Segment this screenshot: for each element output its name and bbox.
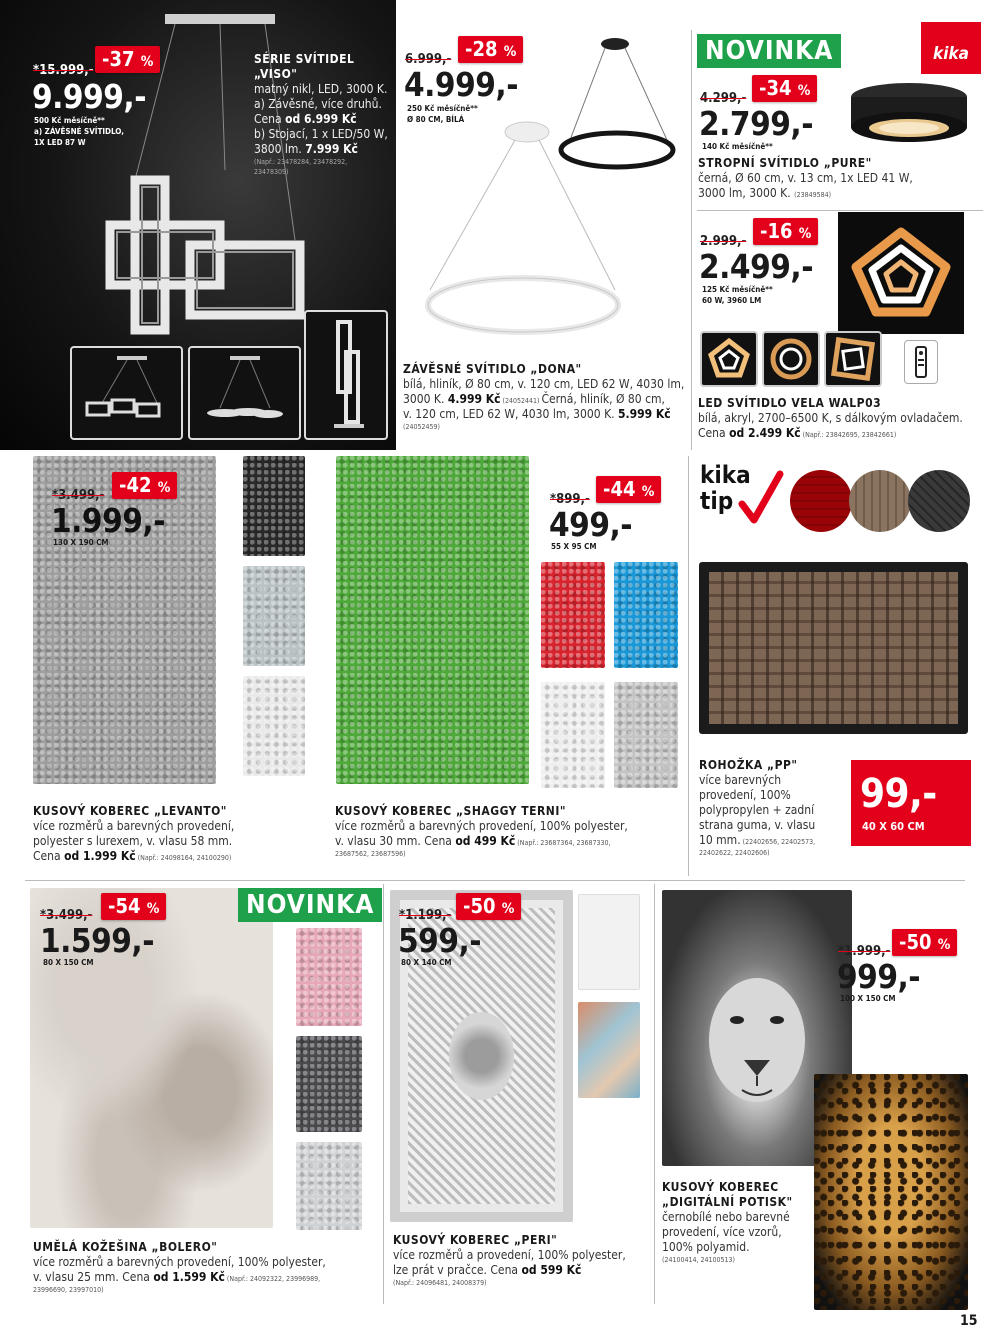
walp03-meta xyxy=(702,284,773,306)
dona-discount: -28 xyxy=(465,37,498,61)
levanto-discount-badge xyxy=(112,472,177,499)
divider-pure-walp xyxy=(697,210,983,211)
viso-old-price: *15.999,- xyxy=(33,63,94,78)
viso-desc-3 xyxy=(254,112,394,127)
dona-monthly: 250 Kč měsíčně** xyxy=(407,104,478,113)
viso-desc-2: a) Závěsné, více druhů. xyxy=(254,97,382,111)
rohozka-codes-2: 22402622, 22402606) xyxy=(699,849,770,857)
shaggy-discount-pct: % xyxy=(641,484,655,500)
dona-title: ZÁVĚSNÉ SVÍTIDLO „DONA" xyxy=(403,362,582,376)
bolero-desc-1: více rozměrů a barevných provedení, 100% polyester, xyxy=(33,1255,326,1269)
viso-discount-badge xyxy=(95,46,160,73)
pure-discount-badge xyxy=(752,75,817,102)
walp03-variant-1 xyxy=(700,331,758,387)
walp03-desc-1: bílá, akryl, 2700–6500 K, s dálkovým ovladačem. xyxy=(698,411,963,425)
levanto-description-block xyxy=(33,804,323,864)
dona-desc-1: bílá, hliník, Ø 80 cm, v. 120 cm, LED 62 W, 4030 lm, xyxy=(403,377,685,391)
viso-title: SÉRIE SVÍTIDEL „VISO" xyxy=(254,52,355,81)
dona-discount-pct: % xyxy=(503,44,517,60)
levanto-discount: -42 xyxy=(119,473,152,497)
dona-desc-2-post: Černá, hliník, Ø 80 cm, xyxy=(541,392,665,406)
dona-desc-3-bold: 5.999 Kč xyxy=(618,407,671,421)
potisk-discount: -50 xyxy=(899,930,932,954)
dona-size: Ø 80 CM, BÍLÁ xyxy=(407,115,465,124)
remote-control-icon xyxy=(904,340,938,384)
rohozka-title: ROHOŽKA „PP" xyxy=(699,758,798,772)
shaggy-desc-2-bold: od 499 Kč xyxy=(455,834,516,848)
shaggy-size: 55 X 95 CM xyxy=(551,542,597,551)
potisk-title-2: „DIGITÁLNÍ POTISK" xyxy=(662,1195,793,1209)
levanto-desc-3 xyxy=(33,849,323,864)
rohozka-swatch-brown xyxy=(849,470,911,532)
levanto-title: KUSOVÝ KOBEREC „LEVANTO" xyxy=(33,804,227,818)
shaggy-swatch-grey xyxy=(614,682,678,788)
shaggy-discount: -44 xyxy=(603,477,636,501)
rohozka-price: 99,- xyxy=(860,771,937,817)
bolero-swatch-pink xyxy=(296,928,362,1026)
potisk-desc-3: 100% polyamid. xyxy=(662,1240,750,1254)
bolero-novinka-badge: NOVINKA xyxy=(238,888,382,922)
viso-desc-3-pre: Cena xyxy=(254,112,286,126)
walp03-main-image xyxy=(838,212,964,334)
rohozka-mat-image xyxy=(699,562,968,734)
peri-old-price: *1.199,- xyxy=(399,908,452,923)
viso-variant-note-2: 1X LED 87 W xyxy=(34,138,86,147)
viso-price: 9.999,- xyxy=(32,77,147,116)
divider-row3 xyxy=(25,880,965,881)
kika-logo xyxy=(921,22,981,74)
walp03-desc-2 xyxy=(698,426,986,441)
potisk-title-1: KUSOVÝ KOBEREC xyxy=(662,1180,779,1194)
dona-codes: (24052459) xyxy=(403,423,440,431)
walp03-desc-2-bold: od 2.499 Kč xyxy=(729,426,801,440)
levanto-desc-3-bold: od 1.999 Kč xyxy=(64,849,136,863)
bolero-discount: -54 xyxy=(108,894,141,918)
dona-discount-badge xyxy=(458,36,523,63)
levanto-codes: (Např.: 24098164, 24100290) xyxy=(135,854,232,862)
shaggy-swatch-white xyxy=(541,682,605,788)
shaggy-discount-badge xyxy=(596,476,661,503)
levanto-size: 130 X 190 CM xyxy=(53,538,109,547)
peri-desc-2-bold: od 599 Kč xyxy=(521,1263,582,1277)
rohozka-desc-5 xyxy=(699,833,849,848)
viso-desc-1: matný nikl, LED, 3000 K. xyxy=(254,82,388,96)
shaggy-swatch-blue xyxy=(614,562,678,668)
kika-tip-line1: kika xyxy=(700,461,751,489)
walp03-desc-2-pre: Cena xyxy=(698,426,730,440)
peri-desc-2 xyxy=(393,1263,655,1278)
shaggy-old-price: *899,- xyxy=(550,492,590,507)
pure-old-price: 4.299,- xyxy=(700,91,747,106)
dona-old-price: 6.999,- xyxy=(405,52,452,67)
bolero-codes-1: (Např.: 24092322, 23996989, xyxy=(224,1275,321,1283)
shaggy-title: KUSOVÝ KOBEREC „SHAGGY TERNI" xyxy=(335,804,566,818)
pure-codes: (23849584) xyxy=(794,191,832,199)
bolero-discount-badge xyxy=(101,893,166,920)
walp03-variant-2 xyxy=(762,331,820,387)
viso-meta xyxy=(34,115,124,148)
shaggy-description-block xyxy=(335,804,685,859)
pure-desc-1: černá, Ø 60 cm, v. 13 cm, 1x LED 41 W, xyxy=(698,171,913,185)
kika-logo-text: kika xyxy=(933,44,969,64)
walp03-price: 2.499,- xyxy=(699,247,814,286)
potisk-description-block xyxy=(662,1180,812,1265)
peri-swatch-colored xyxy=(578,1002,640,1098)
pure-lamp-image xyxy=(842,75,977,155)
divider-row3-b xyxy=(654,884,655,1304)
divider-row3-a xyxy=(383,884,384,1304)
rohozka-swatch-dark xyxy=(908,470,970,532)
peri-codes: (Např.: 24096481, 24008379) xyxy=(393,1279,487,1287)
walp03-discount-pct: % xyxy=(798,226,812,242)
rohozka-desc-2: provedení, 100% xyxy=(699,788,791,802)
peri-desc-2-pre: lze prát v pračce. Cena xyxy=(393,1263,522,1277)
pure-desc-2-text: 3000 lm, 3000 K. xyxy=(698,186,791,200)
bolero-swatch-dark xyxy=(296,1036,362,1132)
levanto-swatch-black xyxy=(243,456,305,556)
levanto-swatch-grey xyxy=(243,566,305,666)
potisk-discount-badge xyxy=(892,929,957,956)
dona-desc-3-pre: v. 120 cm, LED 62 W, 4030 lm, 3000 K. xyxy=(403,407,619,421)
rohozka-desc-5-text: 10 mm. xyxy=(699,833,741,847)
divider-top-right xyxy=(691,30,692,450)
viso-discount: -37 xyxy=(102,47,135,71)
levanto-desc-2: polyester s lurexem, v. vlasu 58 mm. xyxy=(33,834,233,848)
levanto-swatch-white xyxy=(243,676,305,776)
dona-desc-2-code: (24052441) xyxy=(500,397,542,405)
shaggy-desc-1: více rozměrů a barevných provedení, 100% polyester, xyxy=(335,819,628,833)
levanto-desc-1: více rozměrů a barevných provedení, xyxy=(33,819,235,833)
rohozka-size: 40 X 60 CM xyxy=(862,820,925,833)
dona-desc-3 xyxy=(403,407,691,422)
viso-desc-5-pre: 3800 lm. xyxy=(254,142,306,156)
viso-description-block xyxy=(254,52,394,177)
peri-description-block xyxy=(393,1233,655,1288)
potisk-old-price: *1.999,- xyxy=(838,944,891,959)
viso-codes-2: 23478309) xyxy=(254,168,289,176)
walp03-variant-3 xyxy=(824,331,882,387)
shaggy-price: 499,- xyxy=(549,505,633,544)
shaggy-rug-image xyxy=(336,456,529,784)
walp03-title: LED SVÍTIDLO VELA WALP03 xyxy=(698,396,882,410)
dona-price: 4.999,- xyxy=(404,65,519,104)
viso-discount-pct: % xyxy=(140,54,154,70)
peri-discount: -50 xyxy=(463,894,496,918)
rohozka-codes-1: (22402656, 22402573, xyxy=(740,838,816,846)
potisk-desc-2: provedení, více vzorů, xyxy=(662,1225,782,1239)
viso-monthly: 500 Kč měsíčně** xyxy=(34,116,105,125)
viso-variant-note-1: a) ZÁVĚSNÉ SVÍTIDLO, xyxy=(34,127,124,136)
shaggy-codes-1: (Např.: 23687364, 23687330, xyxy=(515,839,611,847)
peri-discount-badge xyxy=(456,893,521,920)
pure-price: 2.799,- xyxy=(699,104,814,143)
peri-discount-pct: % xyxy=(501,901,515,917)
bolero-price: 1.599,- xyxy=(40,921,155,960)
potisk-size: 100 X 150 CM xyxy=(840,994,896,1003)
dona-desc-2-bold: 4.999 Kč xyxy=(447,392,501,406)
bolero-desc-2-pre: v. vlasu 25 mm. Cena xyxy=(33,1270,154,1284)
dona-meta xyxy=(407,103,478,125)
viso-desc-4: b) Stojací, 1 x LED/50 W, xyxy=(254,127,388,141)
levanto-old-price: *3.499,- xyxy=(52,488,105,503)
kika-tip-line2: tip xyxy=(700,487,734,515)
bolero-title: UMĚLÁ KOŽEŠINA „BOLERO" xyxy=(33,1240,218,1254)
viso-thumb-floor xyxy=(304,310,388,440)
levanto-discount-pct: % xyxy=(157,480,171,496)
shaggy-codes-2: 23687562, 23687596) xyxy=(335,850,406,858)
walp03-monthly: 125 Kč měsíčně** xyxy=(702,285,773,294)
pure-monthly: 140 Kč měsíčně** xyxy=(702,142,773,151)
rohozka-desc-3: polypropylen + zadní xyxy=(699,803,815,817)
rohozka-swatch-red xyxy=(790,470,852,532)
potisk-codes: (24100414, 24100513) xyxy=(662,1256,736,1264)
kika-tip-badge xyxy=(700,462,780,532)
viso-codes-1: (Např.: 23478284, 23478292, xyxy=(254,158,348,166)
walp03-discount: -16 xyxy=(760,219,793,243)
bolero-discount-pct: % xyxy=(146,901,160,917)
walp03-discount-badge xyxy=(753,218,818,245)
walp03-old-price: 2.999,- xyxy=(700,234,747,249)
pure-description-block xyxy=(698,156,983,201)
pure-discount: -34 xyxy=(759,76,792,100)
walp03-description-block xyxy=(698,396,986,441)
rohozka-desc-4: strana guma, v. vlasu xyxy=(699,818,816,832)
potisk-discount-pct: % xyxy=(937,937,951,953)
shaggy-desc-2-pre: v. vlasu 30 mm. Cena xyxy=(335,834,456,848)
potisk-leopard-rug-image xyxy=(814,1074,968,1310)
walp03-codes: (Např.: 23842695, 23842661) xyxy=(800,431,897,439)
peri-size: 80 X 140 CM xyxy=(401,958,452,967)
shaggy-desc-2 xyxy=(335,834,685,849)
bolero-desc-2-bold: od 1.599 Kč xyxy=(153,1270,225,1284)
pure-title: STROPNÍ SVÍTIDLO „PURE" xyxy=(698,156,872,170)
pure-discount-pct: % xyxy=(797,83,811,99)
potisk-desc-1: černobílé nebo barevné xyxy=(662,1210,790,1224)
dona-desc-2-pre: 3000 K. xyxy=(403,392,448,406)
walp03-spec: 60 W, 3960 LM xyxy=(702,296,762,305)
shaggy-swatch-red xyxy=(541,562,605,668)
viso-desc-5-bold: 7.999 Kč xyxy=(305,142,358,156)
dona-description-block xyxy=(403,362,691,432)
bolero-old-price: *3.499,- xyxy=(40,908,93,923)
bolero-swatch-light xyxy=(296,1142,362,1230)
levanto-price: 1.999,- xyxy=(51,501,166,540)
peri-desc-1: více rozměrů a provedení, 100% polyester, xyxy=(393,1248,626,1262)
rohozka-description-block xyxy=(699,758,849,858)
peri-price: 599,- xyxy=(398,921,482,960)
rohozka-desc-1: více barevných xyxy=(699,773,782,787)
bolero-size: 80 X 150 CM xyxy=(43,958,94,967)
bolero-desc-2 xyxy=(33,1270,378,1285)
pure-novinka-badge: NOVINKA xyxy=(697,34,841,68)
bolero-codes-2: 23996690, 23997010) xyxy=(33,1286,104,1294)
pure-desc-2 xyxy=(698,186,983,201)
viso-desc-5 xyxy=(254,142,394,157)
dona-desc-2 xyxy=(403,392,691,407)
levanto-desc-3-pre: Cena xyxy=(33,849,65,863)
checkmark-icon xyxy=(738,470,784,526)
viso-thumb-1 xyxy=(70,346,183,440)
divider-row2-right xyxy=(688,456,689,876)
page-number: 15 xyxy=(960,1313,978,1329)
bolero-description-block xyxy=(33,1240,378,1295)
potisk-price: 999,- xyxy=(837,957,921,996)
peri-title: KUSOVÝ KOBEREC „PERI" xyxy=(393,1233,558,1247)
peri-swatch-white xyxy=(578,894,640,990)
viso-thumb-2 xyxy=(188,346,301,440)
viso-desc-3-bold: od 6.999 Kč xyxy=(285,112,357,126)
